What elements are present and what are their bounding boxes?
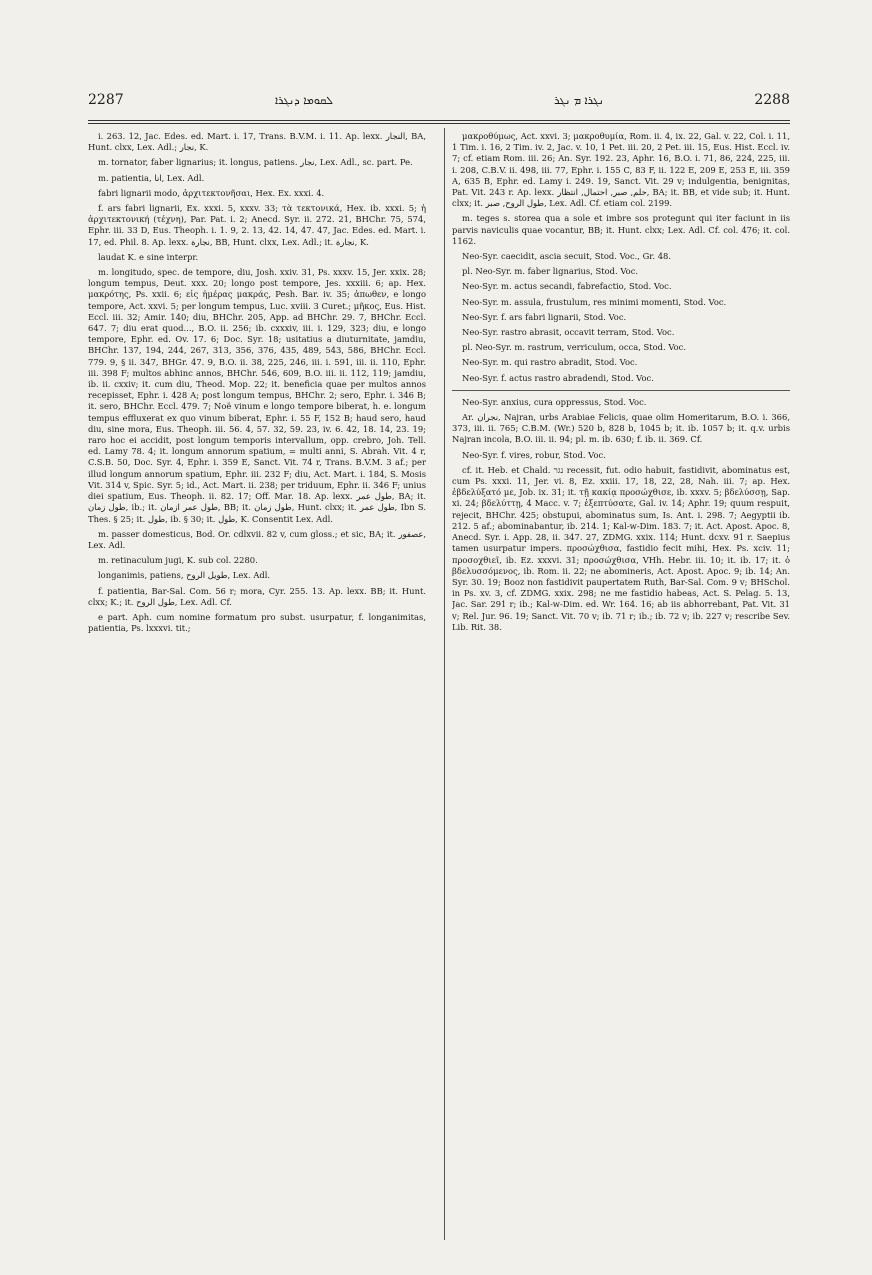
entry: μακροθύμως, Act. xxvi. 3; μακροθυμία, Rom. ii. 4, ix. 22, Gal. v. 22, Col. i. 11, 1 Tim. i. 16, 2 Tim. iv. 2, Jac. v. 10, 1 Pet. iii. 20, 2 Pet. iii. 15, Eus. Hist. Eccl. iv. 7; cf. etiam Rom. iii. 26; An. Syr. 192. 23, Aphr. 16, B.O. i. 71, 86, 224, 225, iii. i. 208, C.B.V. ii. 498, iii. 77, Ephr. i. 155 C, 83 F, ii. 122 E, 209 E, 253 E, iii. 359 A, 635 B, Ephr. ed. Lamy i. 249. 19, Sanct. Vit. 29 v; indulgentia, benignitas, Pat. Vit. 243 r. Ap. lexx. حلم, صبر, احتمال, انتظار, BA; it. BB, et vide sub; it. Hunt. clxx; it. طول الروح, صبر, Lex. Adl. Cf. etiam col. 2199. (452, 131, 790, 209)
column-divider (444, 128, 445, 1240)
header-rule (88, 120, 790, 121)
left-column (88, 131, 426, 1241)
entry: cf. it. Heb. et Chald. נגר recessit, fut. odio habuit, fastidivit, abominatus est, cum Ps. xxxi. 11, Jer. vi. 8, Ez. xxiii. 17, 18, 22, 28, Nah. iii. 7; ap. Hex. ἐβδελύξατό με, Job. ix. 31; it. τῇ κακίᾳ προσώχθισε, ib. xxxv. 5; βδελύσσῃ, Sap. xi. 24; βδελύττῃ, 4 Macc. v. 7; ἐξεπτύσατε, Gal. iv. 14; Aphr. 19; quum respuit, rejecit, BHChr. 425; obstupui, abominatus sum, Is. Ant. i. 298. 7; Aegyptii ib. 212. 5 af.; abominabantur, ib. 214. 1; Kal-w-Dim. 183. 7; it. Act. Apost. Apoc. 8, Anecd. Syr. i. App. 28, ii. 347. 27, ZDMG. xxix. 114; Hunt. dcxv. 91 r. Saepius tamen usurpatur impers. προσώχθισα, fastidio fecit mihi, Hex. Ps. xciv. 11; προσοχθιεῖ, ib. Ez. xxxvi. 31; προσώχθισα, VHh. Hebr. iii. 10; it. ib. 17; it. ὁ βδελυσσόμενος, ib. Rom. ii. 22; ne abomineris, Act. Apost. Apoc. 9; ib. 14; An. Syr. 30. 19; Booz non fastidivit paupertatem Ruth, Bar-Sal. Com. 9 v; BHSchol. in Ps. xv. 3, cf. ZDMG. xxix. 298; ne me fastidio habeas, Act. S. Pelag. 5. 13, Jac. Sar. 291 r; ib.; Kal-w-Dim. ed. Wr. 164. 16; ab iis abhorrebant, Pat. Vit. 31 v; Rel. Jur. 96. 19; Sanct. Vit. 70 v; ib. 71 r; ib.; ib. 72 v; ib. 227 v; rescribe Sev. Lib. Rit. 38. (452, 464, 790, 632)
entry: pl. Neo-Syr. m. faber lignarius, Stod. Voc. (462, 266, 639, 277)
right-column (452, 131, 790, 1241)
entry: laudat K. e sine interpr. (98, 251, 199, 262)
running-title-right: ܢܓܪܐ ܡ ܢܓܪ (554, 94, 604, 107)
entry: Neo-Syr. f. actus rastro abradendi, Stod. Voc. (462, 372, 654, 383)
entry: Neo-Syr. m. assula, frustulum, res minimi momenti, Stod. Voc. (462, 296, 727, 307)
page-header (88, 92, 790, 116)
entry: Ar. نجران, Najran, urbs Arabiae Felicis, quae olim Homeritarum, B.O. i. 366, 373, iii. ii. 765; C.B.M. (Wr.) 520 b, 828 b, 1045 b; it. ib. 1057 b; it. q.v. urbis Najran incola, B.O. iii. ii. 94; pl. m. ib. 630; f. ib. ii. 369. Cf. (452, 412, 790, 445)
entry: fabri lignarii modo, ἀρχιτεκτονῆσαι, Hex. Ex. xxxi. 4. (98, 187, 325, 198)
entry: f. patientia, Bar-Sal. Com. 56 r; mora, Cyr. 255. 13. Ap. lexx. BB; it. Hunt. clxx; K.; it. طول الروح, Lex. Adl. Cf. (88, 585, 426, 607)
entry: e part. Aph. cum nomine formatum pro subst. usurpatur, f. longanimitas, patientia, Ps. lxxxvi. tit.; (88, 611, 426, 634)
entry: Neo-Syr. m. actus secandi, fabrefactio, Stod. Voc. (462, 281, 672, 292)
entry: Neo-Syr. f. ars fabri lignarii, Stod. Voc. (462, 311, 627, 322)
entry: Neo-Syr. m. qui rastro abradit, Stod. Voc. (462, 357, 638, 368)
entry: i. 263. 12, Jac. Edes. ed. Mart. i. 17, Trans. B.V.M. i. 11. Ap. lexx. النجار, BA, Hunt. clxx, Lex. Adl.; نجار, K. (88, 131, 426, 153)
header-rule-double (88, 123, 790, 124)
entry: longanimis, patiens, طويل الروح, Lex. Adl. (98, 570, 271, 581)
entry: m. patientia, انا, Lex. Adl. (98, 172, 205, 183)
section-separator (452, 390, 790, 391)
running-title-left: ܠܩܘܡܐ ܕܢܓܪܐ (274, 94, 334, 107)
page-number-right: 2288 (754, 92, 790, 108)
entry: m. longitudo, spec. de tempore, diu, Josh. xxiv. 31, Ps. xxxv. 15, Jer. xxix. 28; longum tempus, Deut. xxx. 20; longo post tempore, Jes. xxxiii. 6; ap. Hex. μακρότης, Ps. xxii. 6; εἰς ἡμέρας μακράς, Pesh. Bar. iv. 35; ἀπωθεν, e longo tempore, Act. xxvi. 5; per longum tempus, Luc. xviii. 3 Curet.; μῆκος, Eus. Hist. Eccl. iii. 32; Amir. 140; diu, BHChr. 205, App. ad BHChr. 29. 7, BHChr. Eccl. 647. 7; diu erat quod..., B.O. ii. 256; ib. cxxxiv, iii. i. 129, 323; diu, e longo tempore, Ephr. ed. Ov. 17. 6; Doc. Syr. 18; usitatius a diuturnitate, jamdiu, BHChr. 137, 194, 244, 267, 313, 356, 376, 435, 489, 543, 586, BHChr. Eccl. 779. 9, § ii. 347, BHGr. 47. 9, B.O. ii. 38, 225, 246, iii. i. 591, iii. ii. 110, Ephr. iii. 398 F; multos abhinc annos, BHChr. 546, 609, B.O. iii. ii. 112, 119; jamdiu, ib. ii. cxxiv; it. cum diu, Theod. Mop. 22; it. beneficia quae per multos annos recepisset, Ephr. i. 428 A; post longum tempus, BHChr. 2; sero, Ephr. i. 346 B; it. sero, BHChr. Eccl. 479. 7; Noë vinum e longo tempore biberat, h. e. longum tempus effluxerat ex quo vinum biberat, Ephr. i. 55 F, 152 B; haud sero, haud diu, sine mora, Eus. Theoph. iii. 56. 4, 57. 32, 59. 23, iv. 6. 42, 18. 14, 23. 19; raro hoc ei accidit, post longum temporis intervallum, opp. crebro, Joh. Tell. ed. Lamy 78. 4; it. longum annorum spatium, = multi anni, S. Abrah. Vit. 4 r, C.S.B. 50, Doc. Syr. 4, Ephr. i. 359 E, Sanct. Vit. 74 r, Trans. B.V.M. 3 af.; per illud longum annorum spatium, Ephr. iii. 232 F; diu, Act. Mart. i. 184, S. Mosis Vit. 314 v, Spic. Syr. 5; id., Act. Mart. ii. 238; per triduum, Ephr. ii. 346 F; unius diei spatium, Eus. Theoph. ii. 82. 17; Off. Mar. 18. Ap. lexx. طول عمر, BA; it. طول زمان, ib.; it. طول عمر ازمان, BB; it. طول زمان, Hunt. clxx; it. طول عمر, Ibn S. Thes. § 25; it. طول, ib. § 30; it. طول, K. Consentit Lex. Adl. (88, 267, 426, 524)
entry: m. teges s. storea qua a sole et imbre sos protegunt qui iter faciunt in iis parvis naviculis quae vocantur, BB; it. Hunt. clxx; Lex. Adl. Cf. col. 476; it. col. 1162. (452, 213, 790, 246)
entry: m. tornator, faber lignarius; it. longus, patiens. نجار, Lex. Adl., sc. part. Pe. (98, 157, 413, 168)
entry: pl. Neo-Syr. m. rastrum, verriculum, occa, Stod. Voc. (462, 342, 687, 353)
entry: m. passer domesticus, Bod. Or. cdlxvii. 82 v, cum gloss.; et sic, BA; it. عصفور, Lex. Adl. (88, 528, 426, 550)
entry: Neo-Syr. f. vires, robur, Stod. Voc. (462, 449, 606, 460)
entry: f. ars fabri lignarii, Ex. xxxi. 5, xxxv. 33; τὰ τεκτονικά, Hex. ib. xxxi. 5; ἡ ἀρχιτεκτονική (τέχνη), Par. Pat. i. 2; Anecd. Syr. ii. 272. 21, BHChr. 75, 574, Ephr. iii. 33 D, Eus. Theoph. i. 1. 9, 2. 13, 42. 14, 47. 47, Jac. Edes. ed. Mart. i. 17, ed. Phil. 8. Ap. lexx. نجارة, BB, Hunt. clxx, Lex. Adl.; it. نجارة, K. (88, 203, 426, 247)
entry: m. retinaculum jugi, K. sub col. 2280. (98, 555, 258, 566)
entry: Neo-Syr. caecidit, ascia secuit, Stod. Voc., Gr. 48. (462, 251, 672, 262)
page-number-left: 2287 (88, 92, 124, 108)
entry: Neo-Syr. rastro abrasit, occavit terram, Stod. Voc. (462, 327, 675, 338)
entry: Neo-Syr. anxius, cura oppressus, Stod. Voc. (462, 396, 647, 407)
